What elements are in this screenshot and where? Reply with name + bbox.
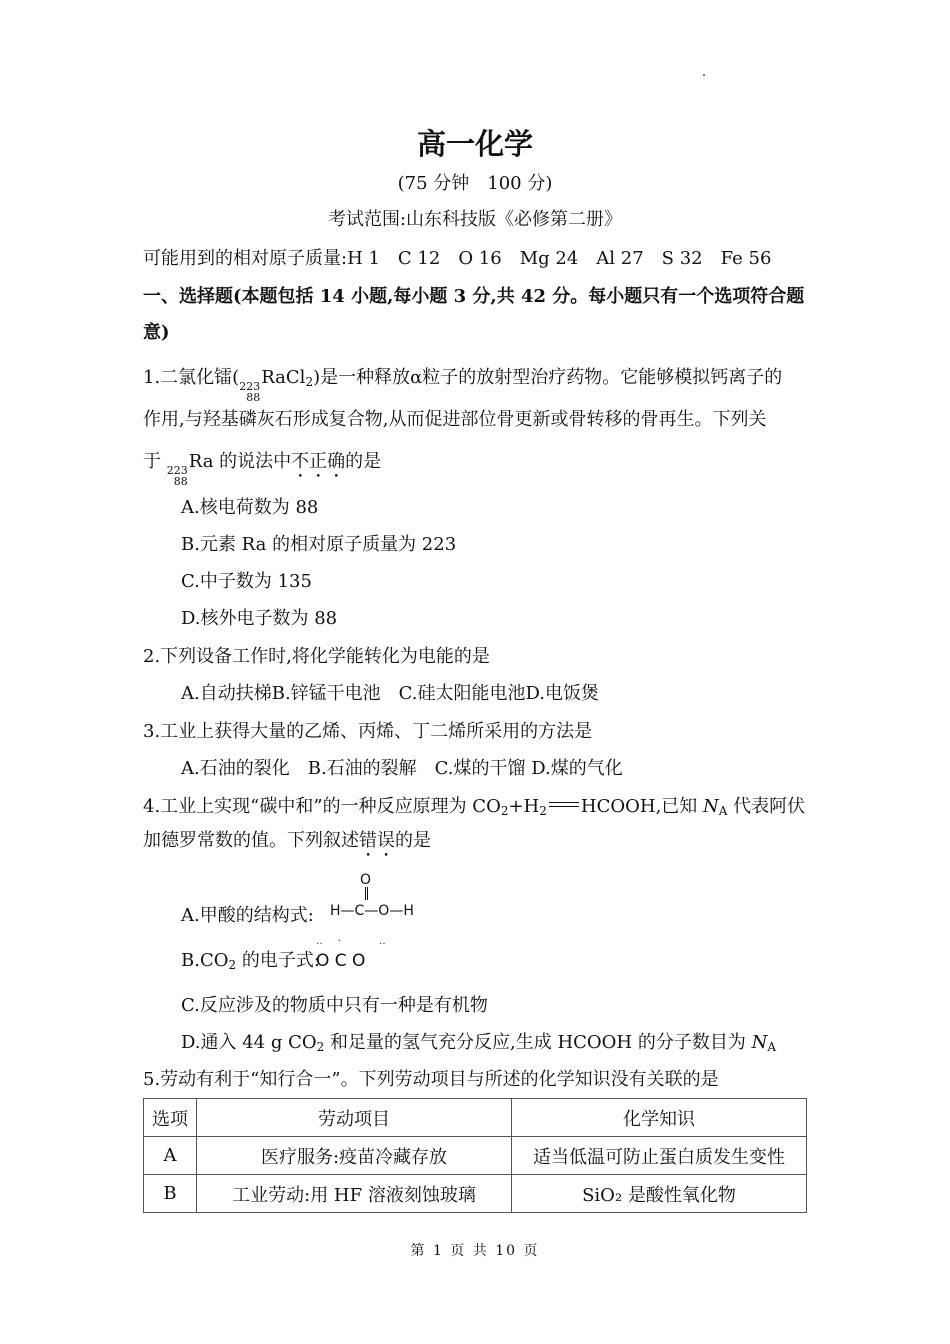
formic-acid-structure: H—C—O—H bbox=[330, 903, 414, 919]
exam-scope: 考试范围:山东科技版《必修第二册》 bbox=[327, 209, 623, 230]
q4-option-d[interactable]: D.通入 44 g $CO_2$ 和足量的氢气充分反应,生成 HCOOH 的分子数目为 $N_A$ bbox=[181, 1032, 776, 1054]
table-cell: 工业劳动:用 HF 溶液刻蚀玻璃 bbox=[197, 1175, 512, 1213]
q1-option-d[interactable]: D.核外电子数为 88 bbox=[181, 608, 338, 629]
header-cell: 化学知识 bbox=[512, 1099, 807, 1137]
atomic-masses: 可能用到的相对原子质量:H 1 C 12 O 16 Mg 24 Al 27 S 32 Fe 56 bbox=[143, 248, 772, 269]
q5-table bbox=[143, 1098, 807, 1213]
carbonyl-oxygen: O bbox=[360, 872, 372, 888]
q4-stem-line1: 4.工业上实现“碳中和”的一种反应原理为 $CO_2+H_2$ HCOOH,已知 $N_A$ 代表阿伏 bbox=[143, 796, 806, 818]
q4-option-a[interactable]: A.甲酸的结构式: bbox=[181, 905, 314, 926]
q3-stem: 3.工业上获得大量的乙烯、丙烯、丁二烯所采用的方法是 bbox=[143, 721, 593, 742]
speck bbox=[703, 74, 705, 76]
q2-stem: 2.下列设备工作时,将化学能转化为电能的是 bbox=[143, 646, 490, 667]
q3-options[interactable]: A.石油的裂化 B.石油的裂解 C.煤的干馏 D.煤的气化 bbox=[181, 758, 623, 779]
exam-duration: (75 分钟 100 分) bbox=[397, 173, 553, 194]
table-cell: B bbox=[144, 1175, 197, 1213]
q4-stem-line2: 加德罗常数的值。下列叙述错误的是 bbox=[143, 830, 431, 851]
q5-stem: 5.劳动有利于“知行合一”。下列劳动项目与所述的化学知识没有关联的是 bbox=[143, 1069, 719, 1090]
co2-lewis-structure: O C O bbox=[316, 951, 366, 971]
double-bond bbox=[365, 887, 368, 900]
section-heading-cont: 意) bbox=[143, 322, 170, 343]
table-cell: A bbox=[144, 1137, 197, 1175]
section-heading: 一、选择题(本题包括 14 小题,每小题 3 分,共 42 分。每小题只有一个选项符合题 bbox=[143, 286, 805, 307]
q1-option-c[interactable]: C.中子数为 135 bbox=[181, 571, 312, 592]
q1-option-a[interactable]: A.核电荷数为 88 bbox=[181, 497, 319, 518]
q2-options[interactable]: A.自动扶梯B.锌锰干电池 C.硅太阳能电池D.电饭煲 bbox=[181, 683, 600, 704]
table-cell: SiO₂ 是酸性氧化物 bbox=[512, 1175, 807, 1213]
q1-stem-line3: 于 223 88 Ra 的说法中不正确的是 bbox=[143, 451, 382, 488]
page-title: 高一化学 bbox=[416, 127, 533, 161]
table-row bbox=[144, 1175, 807, 1213]
header-cell: 劳动项目 bbox=[197, 1099, 512, 1137]
emphasis-wrong: 错误 bbox=[359, 830, 395, 851]
q4-option-c[interactable]: C.反应涉及的物质中只有一种是有机物 bbox=[181, 995, 488, 1016]
table-row bbox=[144, 1137, 807, 1175]
q1-stem-line2: 作用,与羟基磷灰石形成复合物,从而促进部位骨更新或骨转移的骨再生。下列关 bbox=[143, 409, 767, 430]
header-cell: 选项 bbox=[144, 1099, 197, 1137]
q1-stem-line1: 1.二氯化镭( 223 88 RaCl$_2$)是一种释放α粒子的放射型治疗药物。它能够模拟钙离子的 bbox=[143, 367, 783, 404]
page-footer: 第 1 页 共 10 页 bbox=[410, 1243, 540, 1259]
q4-option-b[interactable]: $B.CO_2$ 的电子式: bbox=[181, 950, 320, 972]
q1-option-b[interactable]: B.元素 Ra 的相对原子质量为 223 bbox=[181, 534, 457, 555]
emphasis-not-correct: 不正确 bbox=[291, 451, 346, 472]
table-header-row bbox=[144, 1099, 807, 1137]
table-cell: 适当低温可防止蛋白质发生变性 bbox=[512, 1137, 807, 1175]
equilibrium-arrow bbox=[549, 801, 579, 809]
lone-pair-dots: ‥ · ‥ bbox=[316, 936, 392, 947]
isotope-notation: 223 88 bbox=[239, 380, 261, 404]
table-cell: 医疗服务:疫苗冷藏存放 bbox=[197, 1137, 512, 1175]
